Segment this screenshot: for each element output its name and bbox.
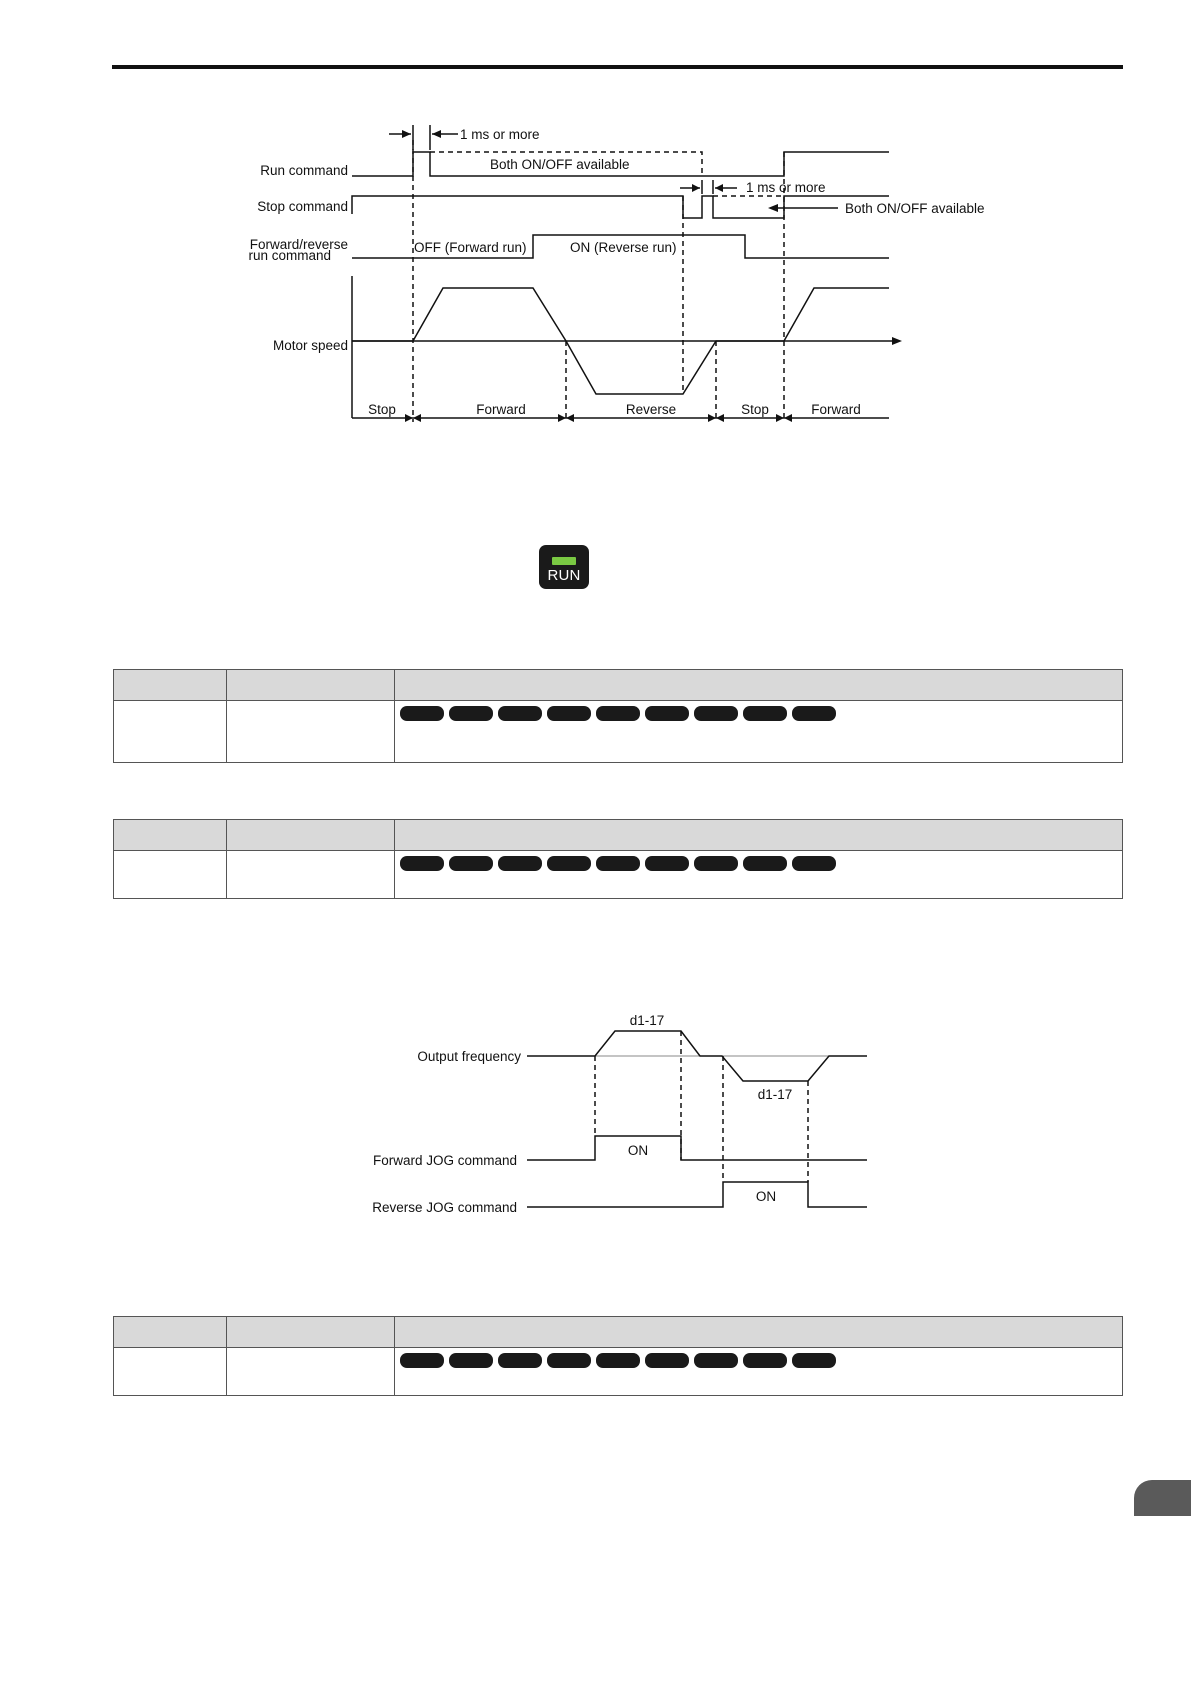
off-forward-label: OFF (Forward run) (414, 240, 527, 255)
chapter-tab-marker (1134, 1480, 1191, 1516)
parameter-table-3 (113, 1316, 1123, 1396)
forward-jog-on-label: ON (627, 1143, 649, 1158)
d1-17-label-bottom: d1-17 (757, 1087, 793, 1102)
phase-forward-1: Forward (476, 402, 526, 417)
mode-badge (449, 1353, 493, 1368)
one-ms-label-b: 1 ms or more (746, 180, 826, 195)
on-reverse-label: ON (Reverse run) (570, 240, 677, 255)
run-command-label: Run command (260, 163, 348, 178)
mode-badge (694, 1353, 738, 1368)
header-cell (395, 1317, 1123, 1348)
cell (227, 1348, 395, 1396)
table-header-row (114, 1317, 1123, 1348)
mode-badge (547, 1353, 591, 1368)
table-row (114, 1348, 1123, 1396)
mode-badge (792, 1353, 836, 1368)
one-ms-label-a: 1 ms or more (460, 127, 540, 142)
mode-badge (645, 1353, 689, 1368)
forward-jog-signal (527, 1136, 867, 1160)
run-key-label: RUN (547, 567, 581, 584)
header-cell (114, 1317, 227, 1348)
fwd-rev-label-line1: Forward/reverse (249, 237, 348, 252)
mode-badge (400, 1353, 444, 1368)
mode-badge (596, 1353, 640, 1368)
d1-17-label-top: d1-17 (629, 1013, 665, 1028)
cell (395, 1348, 1123, 1396)
phase-stop-2: Stop (741, 402, 769, 417)
stop-command-label: Stop command (257, 199, 348, 214)
reverse-jog-label: Reverse JOG command (372, 1200, 517, 1215)
forward-jog-label: Forward JOG command (372, 1153, 517, 1168)
both-on-off-label-a: Both ON/OFF available (490, 157, 630, 172)
both-on-off-label-b: Both ON/OFF available (845, 201, 985, 216)
reverse-jog-on-label: ON (755, 1189, 777, 1204)
control-mode-badges (395, 1348, 1122, 1368)
cell (114, 1348, 227, 1396)
output-frequency-label: Output frequency (417, 1049, 521, 1064)
motor-speed-label: Motor speed (272, 338, 348, 353)
header-cell (227, 1317, 395, 1348)
mode-badge (498, 1353, 542, 1368)
mode-badge (743, 1353, 787, 1368)
fwd-rev-label-line2: run command (248, 248, 331, 263)
reverse-jog-signal (527, 1182, 867, 1207)
phase-forward-2: Forward (811, 402, 861, 417)
phase-reverse: Reverse (625, 402, 677, 417)
phase-stop-1: Stop (368, 402, 396, 417)
